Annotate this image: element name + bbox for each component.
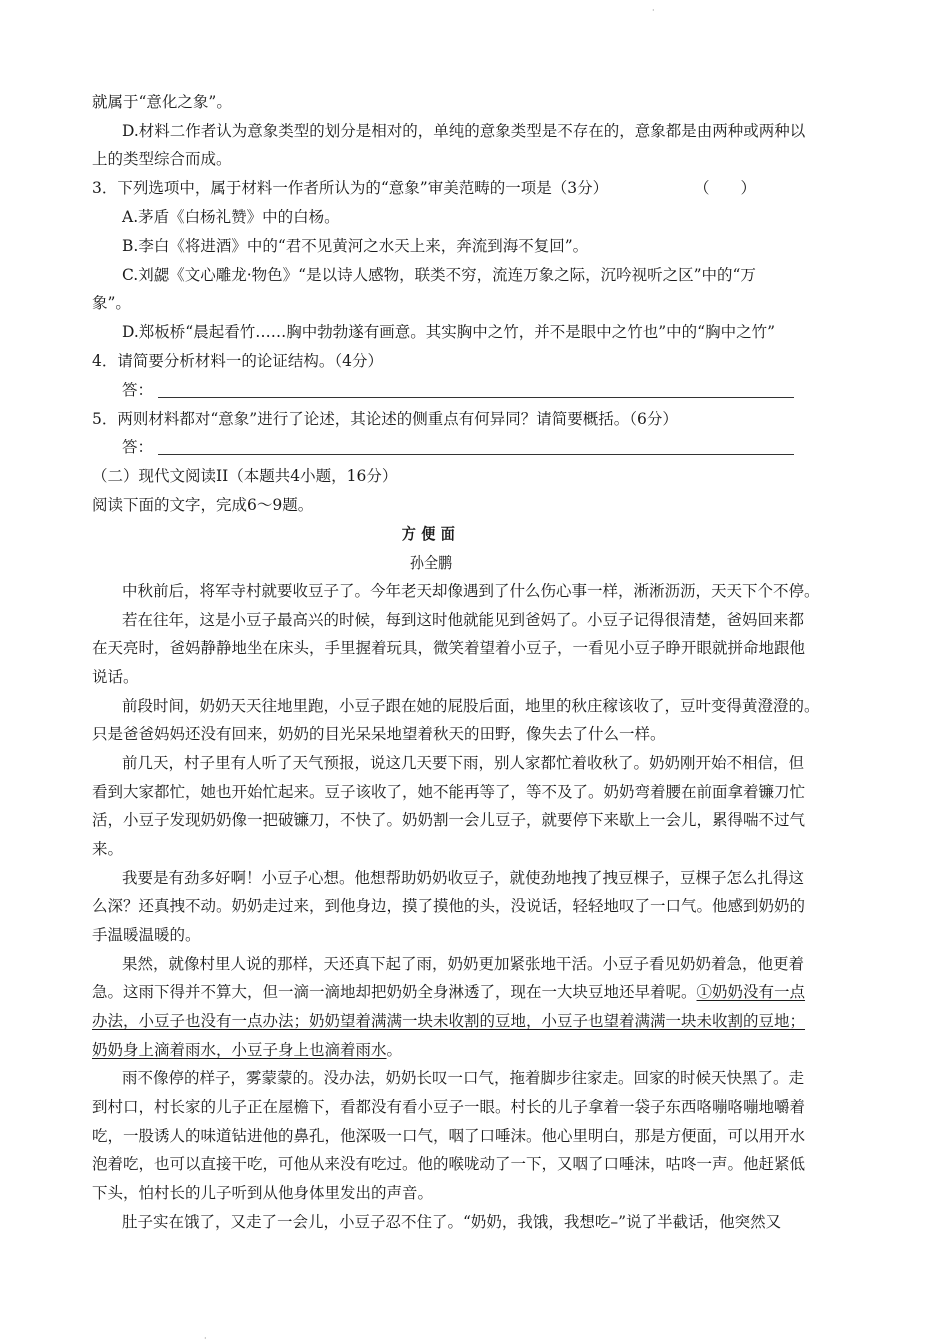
q3-option-d: D.郑板桥“晨起看竹……胸中勃勃遂有画意。其实胸中之竹，并不是眼中之竹也”中的“胸中之竹” xyxy=(122,323,776,341)
underlined-sentence-middle: 办法，小豆子也没有一点办法；奶奶望着满满一块未收割的豆地，小豆子也望着满满一块未收割的豆地； xyxy=(92,1012,806,1030)
article-line-3: 在天亮时，爸妈静静地坐在床头，手里握着玩具，微笑着望着小豆子，一看见小豆子睁开眼就拼命地跟他 xyxy=(92,639,806,657)
q4-stem: 4．请简要分析材料一的论证结构。（4分） xyxy=(92,352,383,370)
underlined-sentence-end: 奶奶身上滴着雨水，小豆子身上也滴着雨水 xyxy=(92,1041,387,1059)
article-line-6: 只是爸爸妈妈还没有回来，奶奶的目光呆呆地望着秋天的田野，像失去了什么一样。 xyxy=(92,725,666,743)
q5-answer-blank[interactable] xyxy=(158,454,794,455)
underlined-sentence-start: ①奶奶没有一点 xyxy=(696,983,806,1001)
section-heading: （二）现代文阅读II（本题共4小题，16分） xyxy=(92,467,398,485)
article-line-8: 看到大家都忙，她也开始忙起来。豆子该收了，她不能再等了，等不及了。奶奶弯着腰在前面拿着镰刀忙 xyxy=(92,783,806,801)
article-line-1: 中秋前后，将军寺村就要收豆子了。今年老天却像遇到了什么伤心事一样，淅淅沥沥，天天下个不停。 xyxy=(122,582,820,600)
article-line-15 xyxy=(92,982,805,1002)
article-line-2: 若在往年，这是小豆子最高兴的时候，每到这时他就能见到爸妈了。小豆子记得很清楚，爸妈回来都 xyxy=(122,611,805,629)
q4-answer-label: 答： xyxy=(122,381,154,399)
article-line-12: 么深？还真拽不动。奶奶走过来，到他身边，摸了摸他的头，没说话，轻轻地叹了一口气。他感到奶奶的 xyxy=(92,897,806,915)
article-line-22: 下头，怕村长的儿子听到从他身体里发出的声音。 xyxy=(92,1184,434,1202)
section-instruction: 阅读下面的文字，完成6～9题。 xyxy=(92,496,314,514)
article-line-13: 手温暖温暖的。 xyxy=(92,926,201,944)
article-author: 孙全鹏 xyxy=(409,554,453,572)
article-line-23: 肚子实在饿了，又走了一会儿，小豆子忍不住了。“奶奶，我饿，我想吃–”说了半截话，他突然又 xyxy=(122,1213,782,1231)
article-line-14: 果然，就像村里人说的那样，天还真下起了雨，奶奶更加紧张地干活。小豆子看见奶奶着急，他更着 xyxy=(122,955,805,973)
q5-answer-label: 答： xyxy=(122,438,154,456)
footer-mark: · xyxy=(204,1334,207,1343)
q3-option-c-line-1: C.刘勰《文心雕龙·物色》“是以诗人感物，联类不穷，流连万象之际，沉吟视听之区”中的“万 xyxy=(122,266,756,284)
q3-stem: 3．下列选项中，属于材料一作者所认为的“意象”审美范畴的一项是（3分） xyxy=(92,179,609,197)
article-line-5: 前段时间，奶奶天天往地里跑，小豆子跟在她的屁股后面，地里的秋庄稼该收了，豆叶变得黄澄澄的。 xyxy=(122,697,820,715)
article-line-19: 到村口，村长家的儿子正在屋檐下，看都没有看小豆子一眼。村长的儿子拿着一袋子东西咯嘣咯嘣地嚼着 xyxy=(92,1098,806,1116)
article-line-9: 活，小豆子发现奶奶像一把破镰刀，不快了。奶奶割一会儿豆子，就要停下来歇上一会儿，累得喘不过气 xyxy=(92,811,806,829)
q3-option-c-line-2: 象”。 xyxy=(92,294,131,312)
header-mark: · xyxy=(652,6,655,15)
q4-answer-blank[interactable] xyxy=(158,397,794,398)
article-line-15-text: 急。这雨下得并不算大，但一滴一滴地却把奶奶全身淋透了，现在一大块豆地还早着呢。 xyxy=(92,983,697,1001)
article-title: 方便面 xyxy=(401,524,461,543)
article-line-18: 雨不像停的样子，雾蒙蒙的。没办法，奶奶长叹一口气，拖着脚步往家走。回家的时候天快黑了。走 xyxy=(122,1069,805,1087)
article-line-20: 吃，一股诱人的味道钻进他的鼻孔，他深吸一口气，咽了口唾沫。他心里明白，那是方便面，可以用开水 xyxy=(92,1127,806,1145)
q2-option-d-line-1: D.材料二作者认为意象类型的划分是相对的，单纯的意象类型是不存在的，意象都是由两种或两种以 xyxy=(122,122,806,140)
article-line-4: 说话。 xyxy=(92,668,139,686)
article-line-17 xyxy=(92,1040,402,1060)
article-line-7: 前几天，村子里有人听了天气预报，说这几天要下雨，别人家都忙着收秋了。奶奶刚开始不相信，但 xyxy=(122,754,805,772)
article-line-10: 来。 xyxy=(92,840,124,858)
article-line-17-period: 。 xyxy=(386,1041,403,1059)
q5-stem: 5．两则材料都对“意象”进行了论述，其论述的侧重点有何异同？请简要概括。（6分） xyxy=(92,410,678,428)
article-line-11: 我要是有劲多好啊！小豆子心想。他想帮助奶奶收豆子，就使劲地拽了拽豆棵子，豆棵子怎么扎得这 xyxy=(122,869,805,887)
q3-option-b: B.李白《将进酒》中的“君不见黄河之水天上来，奔流到海不复回”。 xyxy=(122,237,589,255)
q3-answer-paren: （ ） xyxy=(694,179,757,197)
q2-option-d-line-2: 上的类型综合而成。 xyxy=(92,150,232,168)
q3-option-a: A.茅盾《白杨礼赞》中的白杨。 xyxy=(122,208,340,226)
continuation-text: 就属于“意化之象”。 xyxy=(92,93,232,111)
article-line-21: 泡着吃，也可以直接干吃，可他从来没有吃过。他的喉咙动了一下，又咽了口唾沫，咕咚一声。他赶紧低 xyxy=(92,1155,806,1173)
